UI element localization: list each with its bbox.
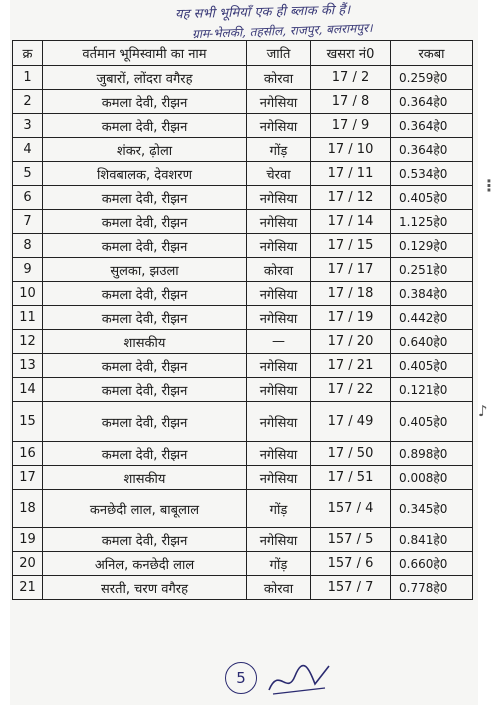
handwritten-note-line-2: ग्राम-भेलकी, तहसील, राजपुर, बलरामपुर। bbox=[191, 20, 373, 42]
table-row bbox=[13, 234, 473, 258]
caste-cell: नगेसिया bbox=[247, 402, 311, 442]
khasra-cell: 17 / 17 bbox=[311, 258, 391, 282]
serial-cell: 14 bbox=[13, 378, 43, 402]
page-number-stamp: 5 bbox=[225, 662, 257, 694]
serial-cell: 5 bbox=[13, 162, 43, 186]
land-records-table bbox=[12, 40, 473, 600]
serial-cell: 8 bbox=[13, 234, 43, 258]
khasra-cell: 17 / 51 bbox=[311, 466, 391, 490]
khasra-cell: 17 / 15 bbox=[311, 234, 391, 258]
serial-cell: 18 bbox=[13, 490, 43, 528]
caste-cell: कोरवा bbox=[247, 66, 311, 90]
header-caste: जाति bbox=[247, 41, 311, 66]
area-cell: 0.345हे0 bbox=[391, 490, 473, 528]
table-row bbox=[13, 306, 473, 330]
caste-cell: नगेसिया bbox=[247, 442, 311, 466]
caste-cell: नगेसिया bbox=[247, 90, 311, 114]
caste-cell: नगेसिया bbox=[247, 186, 311, 210]
table-header-row bbox=[13, 41, 473, 66]
khasra-cell: 17 / 21 bbox=[311, 354, 391, 378]
caste-cell: गोंड़ bbox=[247, 138, 311, 162]
serial-cell: 3 bbox=[13, 114, 43, 138]
khasra-cell: 17 / 50 bbox=[311, 442, 391, 466]
serial-cell: 15 bbox=[13, 402, 43, 442]
area-cell: 0.534हे0 bbox=[391, 162, 473, 186]
area-cell: 0.251हे0 bbox=[391, 258, 473, 282]
serial-cell: 11 bbox=[13, 306, 43, 330]
table-row bbox=[13, 186, 473, 210]
area-cell: 0.364हे0 bbox=[391, 138, 473, 162]
owner-name-cell: कमला देवी, रीझन bbox=[43, 186, 247, 210]
table-row bbox=[13, 442, 473, 466]
owner-name-cell: कमला देवी, रीझन bbox=[43, 442, 247, 466]
khasra-cell: 17 / 2 bbox=[311, 66, 391, 90]
owner-name-cell: कनछेदी लाल, बाबूलाल bbox=[43, 490, 247, 528]
table-row bbox=[13, 210, 473, 234]
area-cell: 0.442हे0 bbox=[391, 306, 473, 330]
khasra-cell: 17 / 12 bbox=[311, 186, 391, 210]
khasra-cell: 17 / 22 bbox=[311, 378, 391, 402]
owner-name-cell: कमला देवी, रीझन bbox=[43, 210, 247, 234]
owner-name-cell: सरती, चरण वगैरह bbox=[43, 576, 247, 600]
serial-cell: 16 bbox=[13, 442, 43, 466]
table-row bbox=[13, 114, 473, 138]
owner-name-cell: कमला देवी, रीझन bbox=[43, 114, 247, 138]
table-row bbox=[13, 258, 473, 282]
caste-cell: नगेसिया bbox=[247, 378, 311, 402]
area-cell: 0.898हे0 bbox=[391, 442, 473, 466]
serial-cell: 10 bbox=[13, 282, 43, 306]
area-cell: 0.364हे0 bbox=[391, 114, 473, 138]
caste-cell: गोंड़ bbox=[247, 552, 311, 576]
signature-scribble bbox=[265, 660, 335, 700]
serial-cell: 9 bbox=[13, 258, 43, 282]
area-cell: 0.121हे0 bbox=[391, 378, 473, 402]
area-cell: 1.125हे0 bbox=[391, 210, 473, 234]
header-khasra-number: खसरा नं0 bbox=[311, 41, 391, 66]
area-cell: 0.660हे0 bbox=[391, 552, 473, 576]
caste-cell: नगेसिया bbox=[247, 234, 311, 258]
area-cell: 0.259हे0 bbox=[391, 66, 473, 90]
khasra-cell: 17 / 19 bbox=[311, 306, 391, 330]
caste-cell: गोंड़ bbox=[247, 490, 311, 528]
serial-cell: 21 bbox=[13, 576, 43, 600]
caste-cell: कोरवा bbox=[247, 576, 311, 600]
khasra-cell: 17 / 10 bbox=[311, 138, 391, 162]
table-row bbox=[13, 138, 473, 162]
area-cell: 0.405हे0 bbox=[391, 186, 473, 210]
khasra-cell: 17 / 20 bbox=[311, 330, 391, 354]
area-cell: 0.778हे0 bbox=[391, 576, 473, 600]
caste-cell: कोरवा bbox=[247, 258, 311, 282]
owner-name-cell: कमला देवी, रीझन bbox=[43, 402, 247, 442]
serial-cell: 19 bbox=[13, 528, 43, 552]
area-cell: 0.405हे0 bbox=[391, 402, 473, 442]
area-cell: 0.405हे0 bbox=[391, 354, 473, 378]
table-row bbox=[13, 66, 473, 90]
khasra-cell: 157 / 4 bbox=[311, 490, 391, 528]
area-cell: 0.640हे0 bbox=[391, 330, 473, 354]
music-note-icon: ♪ bbox=[478, 402, 488, 420]
owner-name-cell: कमला देवी, रीझन bbox=[43, 378, 247, 402]
serial-cell: 6 bbox=[13, 186, 43, 210]
area-cell: 0.841हे0 bbox=[391, 528, 473, 552]
header-area: रकबा bbox=[391, 41, 473, 66]
khasra-cell: 17 / 14 bbox=[311, 210, 391, 234]
owner-name-cell: कमला देवी, रीझन bbox=[43, 354, 247, 378]
owner-name-cell: शासकीय bbox=[43, 466, 247, 490]
khasra-cell: 17 / 18 bbox=[311, 282, 391, 306]
area-cell: 0.364हे0 bbox=[391, 90, 473, 114]
table-row bbox=[13, 402, 473, 442]
table-row bbox=[13, 330, 473, 354]
serial-cell: 12 bbox=[13, 330, 43, 354]
serial-cell: 7 bbox=[13, 210, 43, 234]
owner-name-cell: जुबारों, लोंदरा वगैरह bbox=[43, 66, 247, 90]
table-body bbox=[13, 66, 473, 600]
caste-cell: नगेसिया bbox=[247, 114, 311, 138]
owner-name-cell: अनिल, कनछेदी लाल bbox=[43, 552, 247, 576]
table-row bbox=[13, 162, 473, 186]
owner-name-cell: कमला देवी, रीझन bbox=[43, 90, 247, 114]
khasra-cell: 17 / 11 bbox=[311, 162, 391, 186]
table-row bbox=[13, 528, 473, 552]
owner-name-cell: कमला देवी, रीझन bbox=[43, 234, 247, 258]
khasra-cell: 17 / 49 bbox=[311, 402, 391, 442]
caste-cell: नगेसिया bbox=[247, 306, 311, 330]
serial-cell: 17 bbox=[13, 466, 43, 490]
table-row bbox=[13, 378, 473, 402]
caste-cell: — bbox=[247, 330, 311, 354]
owner-name-cell: शंकर, ढ़ोला bbox=[43, 138, 247, 162]
serial-cell: 4 bbox=[13, 138, 43, 162]
table-row bbox=[13, 552, 473, 576]
khasra-cell: 17 / 9 bbox=[311, 114, 391, 138]
khasra-cell: 17 / 8 bbox=[311, 90, 391, 114]
area-cell: 0.384हे0 bbox=[391, 282, 473, 306]
khasra-cell: 157 / 7 bbox=[311, 576, 391, 600]
caste-cell: नगेसिया bbox=[247, 466, 311, 490]
table-row bbox=[13, 90, 473, 114]
owner-name-cell: शासकीय bbox=[43, 330, 247, 354]
handwritten-note-line-1: यह सभी भूमियाँ एक ही ब्लाक की हैं। bbox=[174, 2, 351, 23]
caste-cell: नगेसिया bbox=[247, 282, 311, 306]
area-cell: 0.129हे0 bbox=[391, 234, 473, 258]
serial-cell: 13 bbox=[13, 354, 43, 378]
caste-cell: चेरवा bbox=[247, 162, 311, 186]
owner-name-cell: सुलका, झउला bbox=[43, 258, 247, 282]
table-row bbox=[13, 282, 473, 306]
area-cell: 0.008हे0 bbox=[391, 466, 473, 490]
header-owner-name: वर्तमान भूमिस्वामी का नाम bbox=[43, 41, 247, 66]
more-options-icon[interactable]: ⋮ bbox=[481, 176, 497, 195]
owner-name-cell: कमला देवी, रीझन bbox=[43, 282, 247, 306]
serial-cell: 20 bbox=[13, 552, 43, 576]
caste-cell: नगेसिया bbox=[247, 528, 311, 552]
owner-name-cell: कमला देवी, रीझन bbox=[43, 528, 247, 552]
owner-name-cell: कमला देवी, रीझन bbox=[43, 306, 247, 330]
owner-name-cell: शिवबालक, देवशरण bbox=[43, 162, 247, 186]
table-row bbox=[13, 490, 473, 528]
table-row bbox=[13, 576, 473, 600]
caste-cell: नगेसिया bbox=[247, 354, 311, 378]
serial-cell: 2 bbox=[13, 90, 43, 114]
header-serial: क्र bbox=[13, 41, 43, 66]
serial-cell: 1 bbox=[13, 66, 43, 90]
caste-cell: नगेसिया bbox=[247, 210, 311, 234]
table-row bbox=[13, 466, 473, 490]
khasra-cell: 157 / 6 bbox=[311, 552, 391, 576]
table-row bbox=[13, 354, 473, 378]
khasra-cell: 157 / 5 bbox=[311, 528, 391, 552]
